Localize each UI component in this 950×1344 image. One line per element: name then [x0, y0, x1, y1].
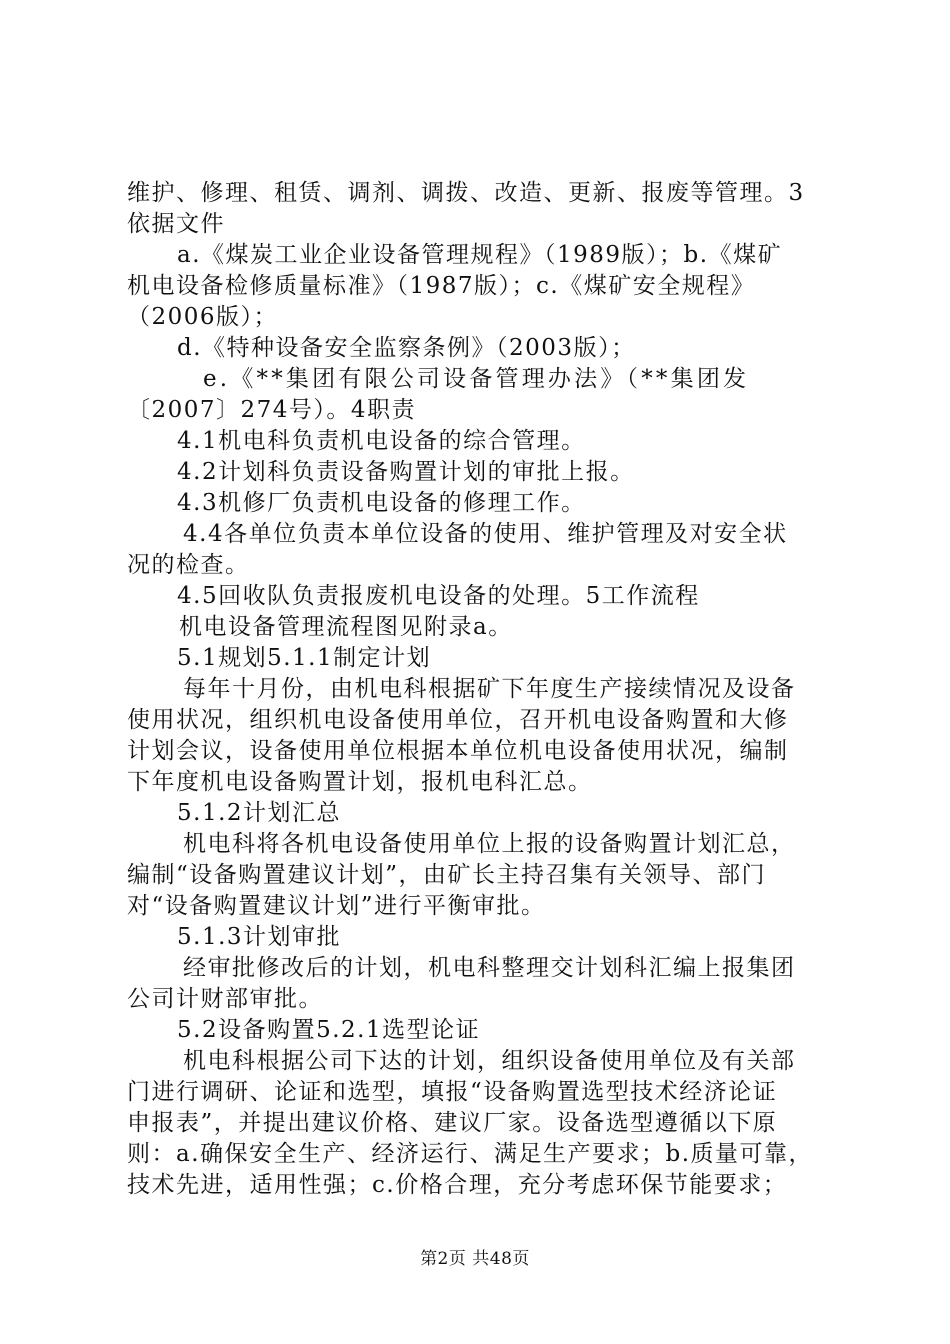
text-line: 5.2设备购置5.2.1选型论证 — [177, 1017, 481, 1043]
text-line: 下年度机电设备购置计划，报机电科汇总。 — [127, 769, 593, 795]
text-line: 〔2007〕274号）。4职责 — [127, 397, 417, 423]
text-line: 机电设备检修质量标准》（1987版）；c.《煤矿安全规程》 — [127, 273, 756, 299]
text-line: a.《煤炭工业企业设备管理规程》（1989版）；b.《煤矿 — [177, 242, 783, 268]
text-line: 门进行调研、论证和选型，填报“设备购置选型技术经济论证 — [127, 1079, 778, 1105]
text-line: 申报表”，并提出建议价格、建议厂家。设备选型遵循以下原 — [127, 1110, 778, 1136]
text-line: 4.5回收队负责报废机电设备的处理。5工作流程 — [177, 583, 700, 609]
text-line: 使用状况，组织机电设备使用单位，召开机电设备购置和大修 — [127, 707, 789, 733]
text-line: 经审批修改后的计划，机电科整理交计划科汇编上报集团 — [183, 955, 796, 981]
text-line: 4.2计划科负责设备购置计划的审批上报。 — [177, 459, 635, 485]
text-line: 维护、修理、租赁、调剂、调拨、改造、更新、报废等管理。3 — [127, 180, 805, 206]
text-line: 4.1机电科负责机电设备的综合管理。 — [177, 428, 586, 454]
text-line: 5.1.3计划审批 — [177, 924, 342, 950]
text-line: 技术先进，适用性强；c.价格合理，充分考虑环保节能要求； — [127, 1172, 788, 1198]
text-line: 公司计财部审批。 — [127, 986, 323, 1012]
text-line: （2006版）； — [127, 304, 279, 330]
text-line: 计划会议，设备使用单位根据本单位机电设备使用状况，编制 — [127, 738, 789, 764]
text-line: 则：a.确保安全生产、经济运行、满足生产要求；b.质量可靠， — [127, 1141, 814, 1167]
text-line: 5.1.2计划汇总 — [177, 800, 342, 826]
text-line: 对“设备购置建议计划”进行平衡审批。 — [127, 893, 546, 919]
text-line: 5.1规划5.1.1制定计划 — [177, 645, 432, 671]
text-line: 编制“设备购置建议计划”，由矿长主持召集有关领导、部门 — [127, 862, 767, 888]
text-line: 机电设备管理流程图见附录a。 — [179, 614, 513, 640]
text-line: 4.4各单位负责本单位设备的使用、维护管理及对安全状 — [183, 521, 788, 547]
text-line: 机电科根据公司下达的计划，组织设备使用单位及有关部 — [183, 1048, 796, 1074]
body-text — [127, 178, 837, 1201]
text-line: 况的检查。 — [127, 552, 250, 578]
text-line: d.《特种设备安全监察条例》（2003版）； — [177, 335, 636, 361]
page-number-footer: 第2页 共48页 — [420, 1249, 530, 1269]
text-line: 依据文件 — [127, 211, 225, 237]
text-line: 机电科将各机电设备使用单位上报的设备购置计划汇总， — [183, 831, 796, 857]
text-line: e.《**集团有限公司设备管理办法》（**集团发 — [203, 366, 750, 392]
text-line: 4.3机修厂负责机电设备的修理工作。 — [177, 490, 586, 516]
text-line: 每年十月份，由机电科根据矿下年度生产接续情况及设备 — [183, 676, 796, 702]
